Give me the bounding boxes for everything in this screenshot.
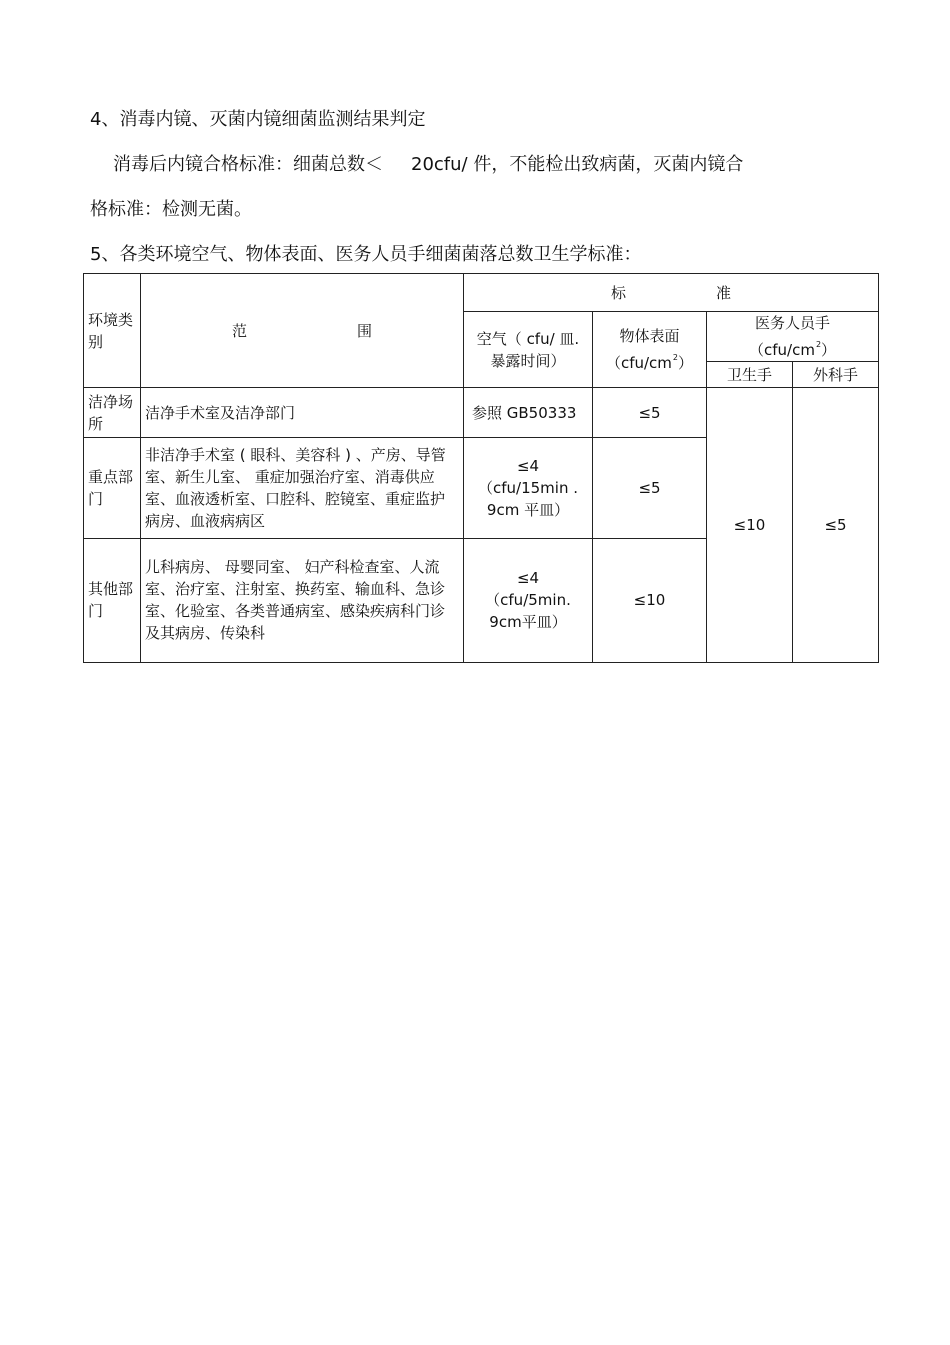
section-4-paragraph-line-2: 格标准：检测无菌。 [90,199,252,220]
header-scope: 范 围 [141,274,464,388]
row-category: 重点部门 [84,438,141,538]
row-surface: ≤10 [593,538,707,662]
row-category: 洁净场所 [84,388,141,438]
row-scope: 儿科病房、 母婴同室、 妇产科检查室、人流室、治疗室、注射室、换药室、输血科、急诊室、化验室、各类普通病室、感染疾病科门诊及其病房、传染科 [141,538,464,662]
table-row [84,388,879,438]
paragraph-text-part-1: 消毒后内镜合格标准：细菌总数＜ [113,154,383,175]
header-env-type: 环境类别 [84,274,141,388]
header-hygienic-hand: 卫生手 [707,362,793,388]
section-4-paragraph-line-1 [113,153,743,177]
header-standard: 标 准 [464,274,879,312]
header-surface: 物体表面 $(cfu/cm^2)$ [593,312,707,388]
row-air: ≤4 （cfu/15min . 9cm 平皿） [464,438,593,538]
row-air: ≤4 （cfu/5min. 9cm平皿） [464,538,593,662]
section-4-heading: 4、消毒内镜、灭菌内镜细菌监测结果判定 [90,109,426,130]
row-category: 其他部门 [84,538,141,662]
header-hands: 医务人员手 $(cfu/cm^2)$ [707,312,879,362]
row-surface: ≤5 [593,438,707,538]
header-air: 空气（ cfu/ 皿. 暴露时间） [464,312,593,388]
row-scope: 洁净手术室及洁净部门 [141,388,464,438]
hygienic-hand-value: ≤10 [707,388,793,663]
paragraph-text-part-2: 20cfu/ 件，不能检出致病菌，灭菌内镜合 [411,154,744,175]
section-5-heading: 5、各类环境空气、物体表面、医务人员手细菌菌落总数卫生学标准： [90,244,642,265]
surgical-hand-value: ≤5 [793,388,879,663]
hygiene-standard-table [83,273,879,663]
row-scope: 非洁净手术室 ( 眼科、美容科 ) 、产房、导管室、新生儿室、 重症加强治疗室、消毒供应室、血液透析室、口腔科、腔镜室、重症监护病房、血液病病区 [141,438,464,538]
row-air: 参照 GB50333 [464,388,593,438]
header-surgical-hand: 外科手 [793,362,879,388]
row-surface: ≤5 [593,388,707,438]
